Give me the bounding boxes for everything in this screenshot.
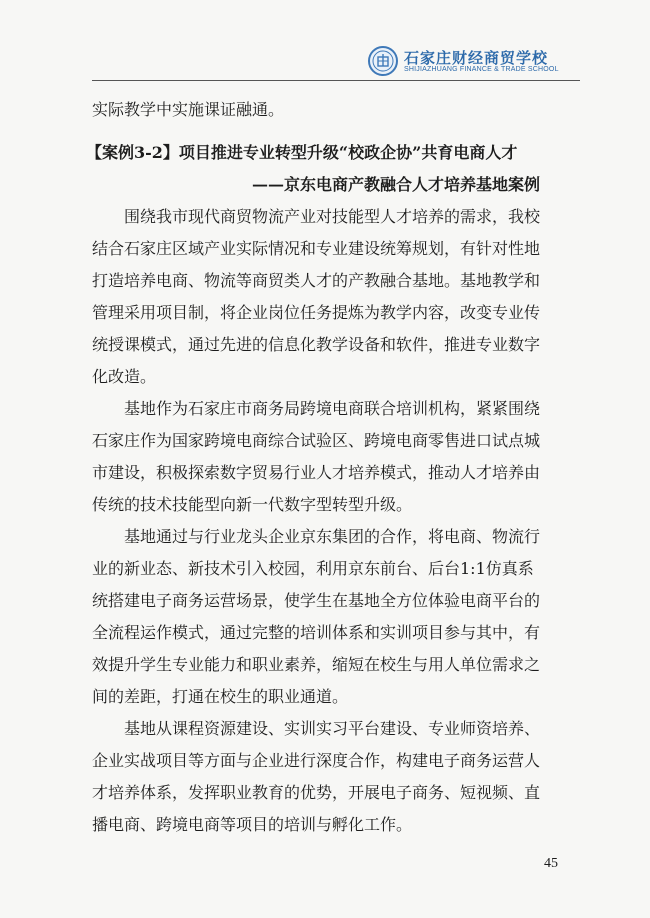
para3-line3: 统搭建电子商务运营场景，使学生在基地全方位体验电商平台的 — [92, 591, 541, 610]
case-title: 【案例3-2】项目推进专业转型升级“校政企协”共育电商人才 — [86, 143, 518, 162]
school-name-en: SHIJIAZHUANG FINANCE & TRADE SCHOOL — [404, 66, 559, 73]
para2-line1: 基地作为石家庄市商务局跨境电商联合培训机构，紧紧围绕 — [124, 399, 541, 418]
para3-line2: 业的新业态、新技术引入校园，利用京东前台、后台1:1仿真系 — [92, 559, 534, 578]
para2-line2: 石家庄作为国家跨境电商综合试验区、跨境电商零售进口试点城 — [92, 431, 541, 450]
school-name-cn: 石家庄财经商贸学校 — [404, 49, 549, 67]
school-crest-icon — [368, 46, 398, 76]
page-header — [368, 44, 578, 80]
para4-line3: 才培养体系，发挥职业教育的优势，开展电子商务、短视频、直 — [92, 783, 541, 802]
para1-line3: 打造培养电商、物流等商贸类人才的产教融合基地。基地教学和 — [92, 271, 541, 290]
para3-line4: 全流程运作模式，通过完整的培训体系和实训项目参与其中，有 — [92, 623, 541, 642]
page-number: 45 — [544, 856, 558, 871]
intro-line: 实际教学中实施课证融通。 — [92, 100, 285, 119]
para1-line2: 结合石家庄区域产业实际情况和专业建设统筹规划，有针对性地 — [92, 239, 541, 258]
para1-line5: 统授课模式，通过先进的信息化教学设备和软件，推进专业数字 — [92, 335, 541, 354]
header-rule — [92, 80, 580, 81]
para2-line4: 传统的技术技能型向新一代数字型转型升级。 — [92, 495, 413, 514]
case-subtitle: ——京东电商产教融合人才培养基地案例 — [252, 175, 541, 194]
para1-line6: 化改造。 — [92, 367, 157, 386]
para2-line3: 市建设，积极探索数字贸易行业人才培养模式，推动人才培养由 — [92, 463, 541, 482]
para1-line4: 管理采用项目制，将企业岗位任务提炼为教学内容，改变专业传 — [92, 303, 541, 322]
para4-line4: 播电商、跨境电商等项目的培训与孵化工作。 — [92, 815, 413, 834]
para4-line2: 企业实战项目等方面与企业进行深度合作，构建电子商务运营人 — [92, 751, 541, 770]
para3-line1: 基地通过与行业龙头企业京东集团的合作，将电商、物流行 — [124, 527, 541, 546]
para3-line5: 效提升学生专业能力和职业素养，缩短在校生与用人单位需求之 — [92, 655, 541, 674]
para3-line6: 间的差距，打通在校生的职业通道。 — [92, 687, 349, 706]
para1-line1: 围绕我市现代商贸物流产业对技能型人才培养的需求，我校 — [124, 207, 541, 226]
para4-line1: 基地从课程资源建设、实训实习平台建设、专业师资培养、 — [124, 719, 541, 738]
